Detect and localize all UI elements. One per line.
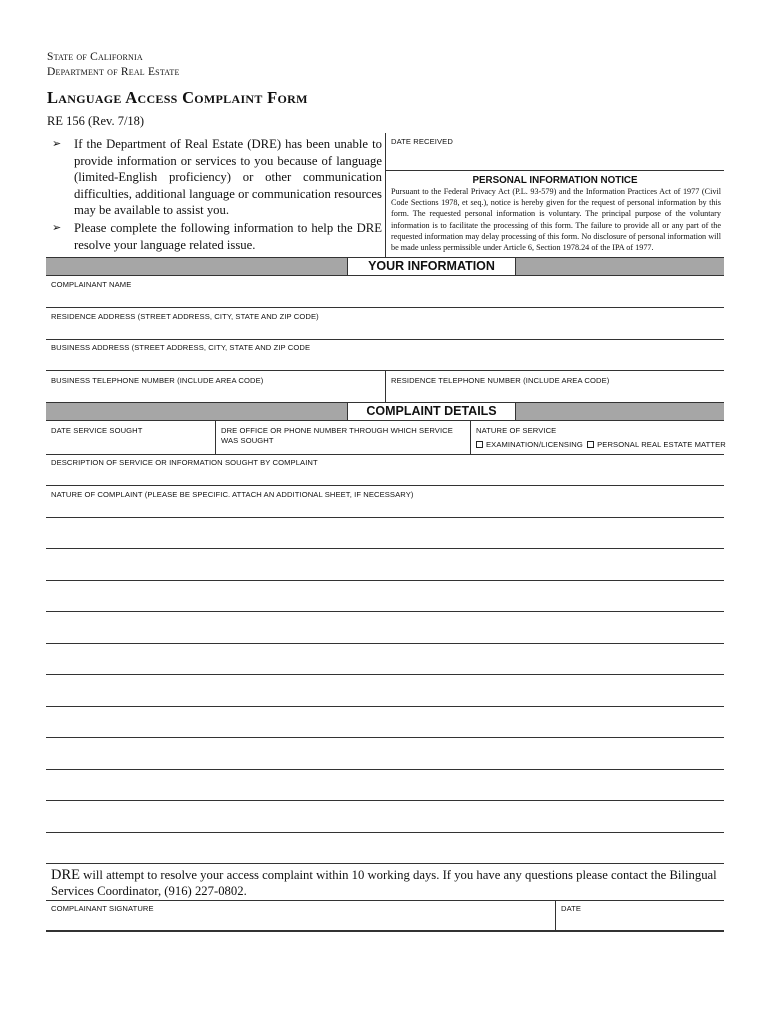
complainant-name-field[interactable]	[46, 290, 724, 307]
writing-line	[46, 674, 724, 675]
date-service-sought-field[interactable]	[46, 437, 214, 453]
description-field[interactable]	[46, 468, 724, 485]
signature-date-field[interactable]	[556, 914, 724, 930]
dre-office-label: DRE OFFICE OR PHONE NUMBER THROUGH WHICH SERVICE WAS SOUGHT	[221, 426, 453, 445]
nature-of-complaint-label: NATURE OF COMPLAINT (PLEASE BE SPECIFIC. ATTACH AN ADDITIONAL SHEET, IF NECESSARY)	[51, 490, 414, 499]
field-rule	[46, 485, 724, 486]
complaint-details-heading: COMPLAINT DETAILS	[347, 402, 516, 421]
signature-top-rule	[46, 900, 724, 901]
writing-line	[46, 800, 724, 801]
signature-bottom-rule	[46, 930, 724, 932]
intro-bullet	[52, 220, 382, 253]
state-name: State of California	[47, 51, 143, 63]
privacy-notice-title: PERSONAL INFORMATION NOTICE	[472, 175, 638, 186]
signature-label: COMPLAINANT SIGNATURE	[51, 904, 154, 913]
examination-licensing-checkbox[interactable]	[476, 441, 483, 448]
date-service-sought-label: DATE SERVICE SOUGHT	[51, 426, 143, 435]
date-received-divider	[385, 170, 724, 171]
department-name: Department of Real Estate	[47, 66, 180, 78]
examination-licensing-option: EXAMINATION/LICENSING	[486, 440, 583, 449]
writing-line	[46, 737, 724, 738]
footer-dre: DRE	[51, 867, 80, 883]
field-rule	[46, 339, 724, 340]
residence-address-label: RESIDENCE ADDRESS (STREET ADDRESS, CITY, STATE AND ZIP CODE)	[51, 312, 319, 321]
business-phone-field[interactable]	[46, 386, 384, 401]
complainant-name-label: COMPLAINANT NAME	[51, 280, 132, 289]
arrow-bullet-icon: ➢	[52, 220, 62, 234]
business-address-label: BUSINESS ADDRESS (STREET ADDRESS, CITY, STATE AND ZIP CODE	[51, 343, 311, 352]
writing-line	[46, 832, 724, 833]
field-rule	[46, 307, 724, 308]
nature-of-service-label: NATURE OF SERVICE	[476, 426, 557, 435]
details-divider	[470, 421, 471, 454]
writing-line	[46, 643, 724, 644]
writing-line	[46, 863, 724, 864]
writing-line	[46, 580, 724, 581]
footer-note	[51, 868, 723, 899]
business-phone-label: BUSINESS TELEPHONE NUMBER (INCLUDE AREA CODE)	[51, 376, 264, 385]
date-received-label: DATE RECEIVED	[391, 137, 453, 146]
intro-bullets	[52, 136, 382, 253]
field-rule	[46, 454, 724, 455]
signature-field[interactable]	[46, 914, 554, 930]
dre-office-field[interactable]	[216, 446, 469, 454]
writing-line	[46, 611, 724, 612]
description-label: DESCRIPTION OF SERVICE OR INFORMATION SOUGHT BY COMPLAINT	[51, 458, 318, 467]
writing-line	[46, 548, 724, 549]
personal-matter-checkbox[interactable]	[587, 441, 594, 448]
date-received-field[interactable]	[386, 148, 724, 170]
intro-bullet-text: Please complete the following information to help the DRE resolve your language related issue.	[74, 220, 382, 252]
residence-phone-label: RESIDENCE TELEPHONE NUMBER (INCLUDE AREA CODE)	[391, 376, 610, 385]
writing-line	[46, 517, 724, 518]
intro-bullet-text: If the Department of Real Estate (DRE) has been unable to provide information or services to you because of language (limited-English proficiency) or other communication difficulties, additional language or communication resources may be available to assist you.	[74, 137, 382, 218]
writing-line	[46, 769, 724, 770]
residence-address-field[interactable]	[46, 322, 724, 339]
your-information-heading: YOUR INFORMATION	[347, 257, 516, 276]
residence-phone-field[interactable]	[386, 386, 724, 401]
form-title: Language Access Complaint Form	[47, 88, 308, 107]
privacy-notice-body: Pursuant to the Federal Privacy Act (P.L. 93-579) and the Information Practices Act of 1977 (Civil Code Sections 1978, et seq.), notice is hereby given for the request of personal information by this form. The requested personal information is voluntary. The principal purpose of the voluntary information is to facilitate the processing of this form. The failure to provide all or any part of the requested information may delay processing of this form. No disclosure of personal information will be made unless permissible under Article 6, Section 1978.24 of the IPA of 1977.	[391, 187, 721, 253]
intro-bullet	[52, 136, 382, 219]
nature-of-complaint-field[interactable]	[46, 500, 724, 864]
arrow-bullet-icon: ➢	[52, 137, 62, 150]
your-information-band	[46, 257, 724, 276]
footer-note-text: will attempt to resolve your access complaint within 10 working days. If you have any questions please contact the Bilingual Services Coordinator, (916) 227-0802.	[51, 868, 717, 898]
nature-of-service-options	[476, 440, 726, 449]
complaint-details-band	[46, 402, 724, 421]
form-number: RE 156 (Rev. 7/18)	[47, 114, 145, 128]
writing-line	[46, 706, 724, 707]
business-address-field[interactable]	[46, 353, 724, 370]
date-label: DATE	[561, 904, 582, 913]
personal-matter-option: PERSONAL REAL ESTATE MATTER	[597, 440, 726, 449]
